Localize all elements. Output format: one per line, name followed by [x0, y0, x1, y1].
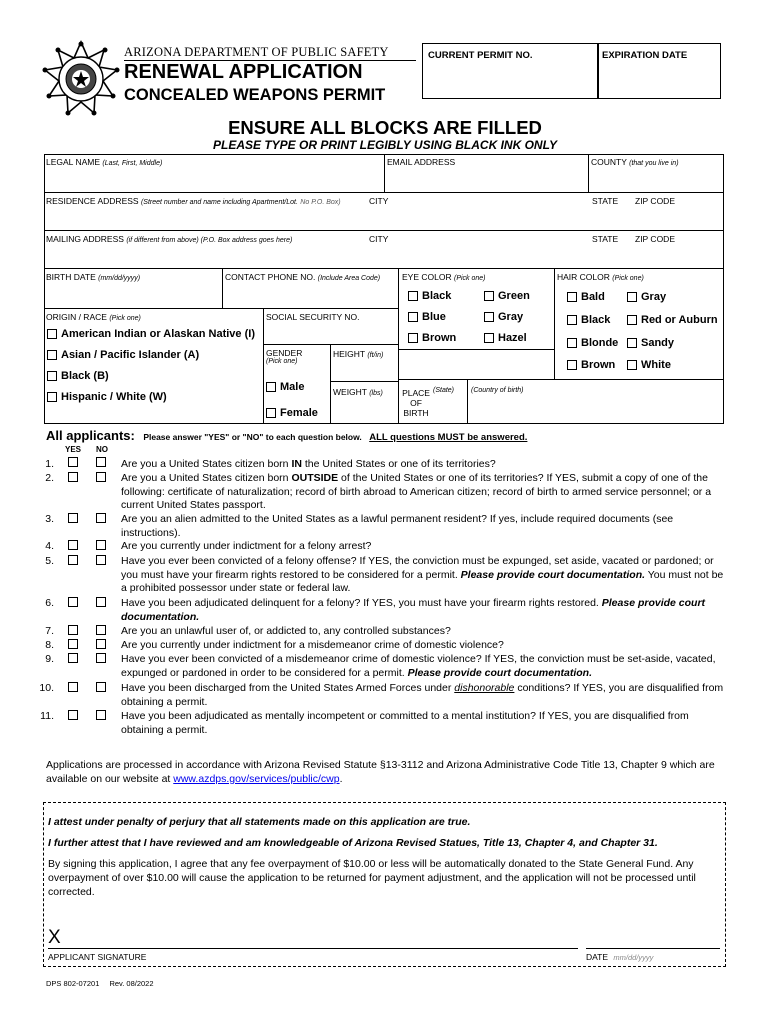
checkbox[interactable] — [47, 371, 57, 381]
answer-no-checkbox[interactable] — [96, 639, 106, 649]
mailing-address-field[interactable] — [44, 230, 724, 269]
county-hint: (that you live in) — [629, 160, 679, 167]
answer-no-checkbox[interactable] — [96, 472, 106, 482]
question-number: 2. — [45, 472, 54, 484]
residence-address-field[interactable] — [44, 192, 724, 231]
legal-name-label: LEGAL NAME — [46, 157, 101, 167]
weight-field[interactable] — [330, 381, 399, 424]
question-number: 5. — [45, 555, 54, 567]
checkbox[interactable] — [567, 315, 577, 325]
applicants-prompt: Please answer "YES" or "NO" to each question below. — [143, 432, 362, 442]
instruction-sub: PLEASE TYPE OR PRINT LEGIBLY USING BLACK INK ONLY — [212, 138, 558, 152]
eye-option-brown[interactable]: Brown — [408, 332, 456, 344]
answer-no-checkbox[interactable] — [96, 540, 106, 550]
residence-state-label: STATE — [592, 196, 619, 206]
checkbox[interactable] — [47, 392, 57, 402]
date-label: DATE — [586, 952, 609, 962]
attest-line-3: By signing this application, I agree that any fee overpayment of $10.00 or less will be automatically donated to the State General Fund. Any overpayment of over $10.00 will cause the application to be returned for payment adjustment, and the application will not be processed until corrected. — [48, 858, 696, 898]
answer-no-checkbox[interactable] — [96, 682, 106, 692]
question-number: 11. — [40, 710, 54, 722]
instruction-main: ENSURE ALL BLOCKS ARE FILLED — [228, 117, 542, 138]
place-of-birth-label: PLACE OF BIRTH — [402, 388, 430, 418]
statute-text: Applications are processed in accordance with Arizona Revised Statute §13-3112 and Arizona Administrative Code Title 13, Chapter 9 which are available on our website at — [46, 759, 715, 785]
applicants-must: ALL questions MUST be answered. — [369, 432, 528, 443]
checkbox[interactable] — [627, 338, 637, 348]
origin-hint: (Pick one) — [109, 315, 141, 322]
contact-phone-hint: (Include Area Code) — [317, 275, 381, 282]
expiration-date-field[interactable] — [597, 43, 721, 99]
place-of-birth-field[interactable] — [398, 379, 724, 424]
eye-option-black[interactable]: Black — [408, 290, 451, 302]
mailing-city-label: CITY — [369, 234, 389, 244]
checkbox[interactable] — [408, 291, 418, 301]
question-text: Have you been adjudicated delinquent for a felony? If YES, you must have your firearm rights restored. Please provide court documentation. — [121, 597, 706, 623]
answer-yes-checkbox[interactable] — [68, 472, 78, 482]
checkbox[interactable] — [627, 360, 637, 370]
answer-yes-checkbox[interactable] — [68, 625, 78, 635]
date-hint: mm/dd/yyyy — [613, 953, 654, 962]
page-subtitle: CONCEALED WEAPONS PERMIT — [124, 86, 386, 104]
county-field[interactable] — [588, 154, 724, 193]
answer-no-checkbox[interactable] — [96, 513, 106, 523]
answer-yes-checkbox[interactable] — [68, 682, 78, 692]
applicants-heading: All applicants: — [46, 428, 135, 443]
hair-option-red-auburn[interactable]: Red or Auburn — [627, 314, 718, 326]
answer-no-checkbox[interactable] — [96, 457, 106, 467]
answer-yes-checkbox[interactable] — [68, 555, 78, 565]
hair-option-blonde[interactable]: Blonde — [567, 337, 618, 349]
answer-no-checkbox[interactable] — [96, 597, 106, 607]
answer-yes-checkbox[interactable] — [68, 639, 78, 649]
origin-race-section — [44, 308, 264, 424]
mailing-hint: (if different from above) (P.O. Box address goes here) — [126, 237, 293, 244]
current-permit-field[interactable] — [422, 43, 599, 99]
hair-option-sandy[interactable]: Sandy — [627, 337, 674, 349]
mailing-zip-label: ZIP CODE — [635, 234, 675, 244]
checkbox[interactable] — [567, 338, 577, 348]
signature-line[interactable] — [48, 948, 578, 949]
birth-date-field[interactable] — [44, 268, 223, 309]
legal-name-field[interactable] — [44, 154, 385, 193]
hair-option-brown[interactable]: Brown — [567, 359, 615, 371]
checkbox[interactable] — [567, 292, 577, 302]
checkbox[interactable] — [47, 350, 57, 360]
attest-line-2: I further attest that I have reviewed and am knowledgeable of Arizona Revised Statues, Title 13, Chapter 4, and Chapter 31. — [48, 837, 658, 849]
hair-color-label: HAIR COLOR — [557, 272, 610, 282]
residence-hint-pobox: No P.O. Box) — [300, 199, 341, 206]
legal-name-hint: (Last, First, Middle) — [102, 160, 163, 167]
height-hint: (ft/in) — [367, 352, 384, 359]
no-column-header: NO — [96, 445, 108, 454]
date-line[interactable] — [586, 948, 720, 949]
question-text: Are you a United States citizen born OUTSIDE of the United States or one of its territories? If YES, submit a copy of one of the following: certificate of naturalization; record of birth abroad to American citizen; record of birth to armed service personnel; or a current United States passport. — [121, 472, 712, 511]
form-number: DPS 802-07201 — [46, 979, 100, 988]
birth-date-label: BIRTH DATE — [46, 272, 96, 282]
x-mark: X — [48, 927, 61, 948]
question-text: Are you currently under indictment for a misdemeanor crime of domestic violence? — [121, 639, 504, 651]
question-text: Have you been discharged from the United States Armed Forces under dishonorable conditions? If YES, you are disqualified from obtaining a permit. — [121, 682, 724, 708]
pob-state-label: (State) — [433, 387, 455, 394]
question-text: Have you ever been convicted of a felony offense? If YES, the conviction must be expunged, set aside, vacated or pardoned; or you must have your firearm rights restored to be considered for a permit. Please provide court documentation. You must not be a prohibited possessor under state or federal law. — [121, 555, 724, 594]
checkbox[interactable] — [484, 333, 494, 343]
answer-yes-checkbox[interactable] — [68, 540, 78, 550]
checkbox[interactable] — [484, 291, 494, 301]
statute-end: . — [339, 773, 343, 785]
contact-phone-field[interactable] — [222, 268, 399, 309]
hair-option-bald[interactable]: Bald — [567, 291, 605, 303]
contact-phone-label: CONTACT PHONE NO. — [225, 272, 316, 282]
hair-option-white[interactable]: White — [627, 359, 671, 371]
answer-yes-checkbox[interactable] — [68, 513, 78, 523]
question-text: Are you currently under indictment for a felony arrest? — [121, 540, 372, 552]
checkbox[interactable] — [266, 382, 276, 392]
checkbox[interactable] — [627, 292, 637, 302]
answer-yes-checkbox[interactable] — [68, 653, 78, 663]
origin-option-asian[interactable]: Asian / Pacific Islander (A) — [47, 349, 199, 361]
eye-color-label: EYE COLOR — [402, 272, 452, 282]
attest-line-1: I attest under penalty of perjury that all statements made on this application are true. — [48, 816, 471, 828]
question-number: 7. — [45, 625, 54, 637]
checkbox[interactable] — [484, 312, 494, 322]
weight-label: WEIGHT — [333, 387, 367, 397]
checkbox[interactable] — [567, 360, 577, 370]
checkbox[interactable] — [408, 333, 418, 343]
origin-label: ORIGIN / RACE — [46, 312, 107, 322]
checkbox[interactable] — [47, 329, 57, 339]
ssn-label: SOCIAL SECURITY NO. — [266, 312, 360, 322]
question-text: Have you ever been convicted of a misdemeanor crime of domestic violence? If YES, the conviction must be set-aside, vacated, expunged or pardoned in order to be considered for a permit. Please provide court documentation. — [121, 653, 716, 679]
checkbox[interactable] — [408, 312, 418, 322]
question-text: Have you been adjudicated as mentally incompetent or committed to a mental institution? If YES, you are disqualified from obtaining a permit. — [121, 710, 689, 736]
dps-badge-logo — [42, 40, 120, 118]
eye-option-green[interactable]: Green — [484, 290, 530, 302]
residence-label: RESIDENCE ADDRESS — [46, 196, 139, 206]
revision-date: Rev. 08/2022 — [109, 979, 154, 988]
attestation-box — [43, 802, 726, 967]
eye-option-hazel[interactable]: Hazel — [484, 332, 527, 344]
answer-no-checkbox[interactable] — [96, 555, 106, 565]
eye-option-blue[interactable]: Blue — [408, 311, 446, 323]
birth-date-hint: (mm/dd/yyyy) — [98, 275, 141, 282]
question-number: 9. — [45, 653, 54, 665]
question-text: Are you an alien admitted to the United States as a lawful permanent resident? If yes, include required documents (see instructions). — [121, 513, 674, 539]
answer-yes-checkbox[interactable] — [68, 597, 78, 607]
hair-option-gray[interactable]: Gray — [627, 291, 666, 303]
answer-yes-checkbox[interactable] — [68, 710, 78, 720]
statute-paragraph — [46, 758, 726, 786]
origin-option-native[interactable]: American Indian or Alaskan Native (I) — [47, 328, 255, 340]
hair-color-hint: (Pick one) — [612, 275, 644, 282]
eye-option-gray[interactable]: Gray — [484, 311, 523, 323]
question-number: 3. — [45, 513, 54, 525]
residence-hint: (Street number and name including Apartment/Lot. — [140, 199, 298, 206]
signature-label: APPLICANT SIGNATURE — [48, 952, 147, 962]
answer-no-checkbox[interactable] — [96, 710, 106, 720]
gender-option-female[interactable]: Female — [266, 407, 318, 419]
height-field[interactable] — [330, 344, 399, 382]
question-text: Are you an unlawful user of, or addicted to, any controlled substances? — [121, 625, 451, 637]
website-link[interactable]: www.azdps.gov/services/public/cwp — [173, 773, 340, 785]
checkbox[interactable] — [627, 315, 637, 325]
mailing-label: MAILING ADDRESS — [46, 234, 124, 244]
gender-hint: (Pick one) — [266, 358, 298, 365]
residence-city-label: CITY — [369, 196, 389, 206]
checkbox[interactable] — [266, 408, 276, 418]
question-number: 8. — [45, 639, 54, 651]
ssn-field[interactable] — [263, 308, 399, 345]
origin-option-hispanic[interactable]: Hispanic / White (W) — [47, 391, 167, 403]
question-number: 6. — [45, 597, 54, 609]
current-permit-label: CURRENT PERMIT NO. — [428, 50, 533, 61]
email-label: EMAIL ADDRESS — [387, 157, 456, 167]
answer-yes-checkbox[interactable] — [68, 457, 78, 467]
pob-country-label: (Country of birth) — [471, 387, 524, 394]
hair-option-black[interactable]: Black — [567, 314, 610, 326]
weight-hint: (lbs) — [369, 390, 383, 397]
height-label: HEIGHT — [333, 349, 365, 359]
question-number: 4. — [45, 540, 54, 552]
pob-divider — [467, 380, 468, 423]
page-title: RENEWAL APPLICATION — [124, 61, 363, 83]
expiration-date-label: EXPIRATION DATE — [602, 50, 688, 61]
gender-option-male[interactable]: Male — [266, 381, 304, 393]
county-label: COUNTY — [591, 157, 627, 167]
residence-zip-label: ZIP CODE — [635, 196, 675, 206]
question-number: 1. — [45, 458, 54, 470]
email-field[interactable] — [384, 154, 589, 193]
department-name: ARIZONA DEPARTMENT OF PUBLIC SAFETY — [124, 45, 389, 59]
mailing-state-label: STATE — [592, 234, 619, 244]
answer-no-checkbox[interactable] — [96, 653, 106, 663]
question-text: Are you a United States citizen born IN the United States or one of its territories? — [121, 458, 496, 470]
yes-column-header: YES — [65, 445, 82, 454]
gender-label: GENDER — [266, 348, 303, 358]
question-number: 10. — [39, 682, 54, 694]
origin-option-black[interactable]: Black (B) — [47, 370, 109, 382]
eye-color-hint: (Pick one) — [453, 275, 486, 282]
answer-no-checkbox[interactable] — [96, 625, 106, 635]
